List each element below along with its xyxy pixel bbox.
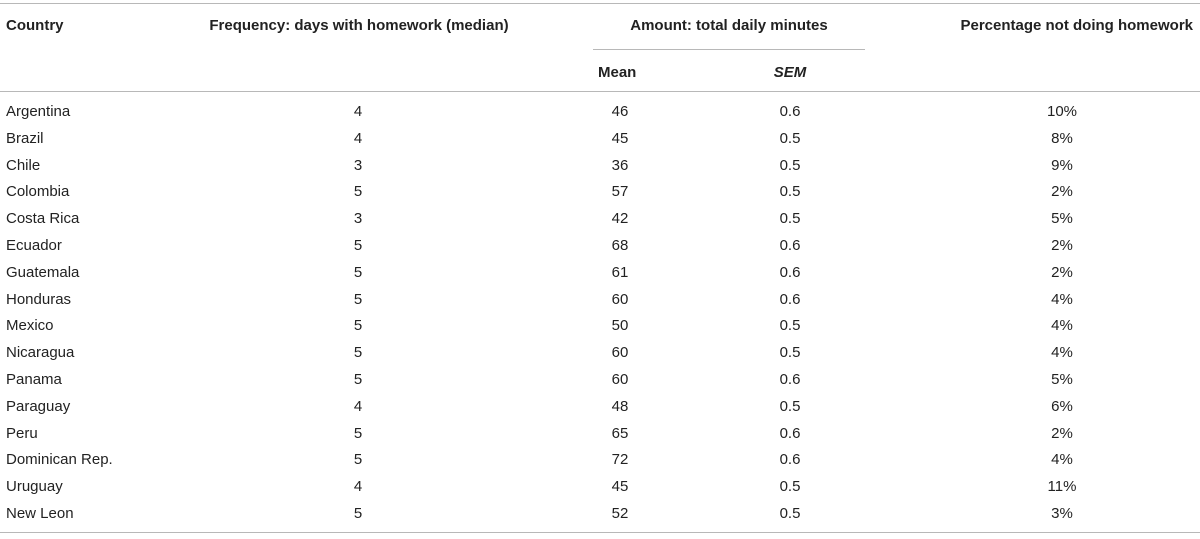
cell-country: Peru <box>6 424 38 442</box>
cell-mean: 60 <box>611 370 629 388</box>
cell-sem: 0.5 <box>779 183 801 201</box>
cell-sem: 0.6 <box>779 290 801 308</box>
cell-sem: 0.6 <box>779 263 801 281</box>
cell-sem: 0.5 <box>779 156 801 174</box>
cell-sem: 0.6 <box>779 236 801 254</box>
cell-frequency: 5 <box>353 370 363 388</box>
table-row <box>0 99 1200 126</box>
cell-mean: 57 <box>611 183 629 201</box>
cell-frequency: 3 <box>353 210 363 228</box>
table-row <box>0 447 1200 474</box>
cell-frequency: 5 <box>353 317 363 335</box>
table-row <box>0 421 1200 448</box>
table-row <box>0 340 1200 367</box>
cell-sem: 0.6 <box>779 424 801 442</box>
cell-mean: 52 <box>611 504 629 522</box>
table-row <box>0 206 1200 233</box>
cell-country: Colombia <box>6 183 70 201</box>
cell-country: Paraguay <box>6 397 71 415</box>
cell-frequency: 5 <box>353 504 363 522</box>
cell-mean: 45 <box>611 478 629 496</box>
table-row <box>0 287 1200 314</box>
cell-percentage: 5% <box>1051 210 1073 228</box>
cell-percentage: 4% <box>1051 290 1073 308</box>
cell-country: Panama <box>6 370 62 388</box>
cell-percentage: 4% <box>1051 344 1073 362</box>
cell-country: Dominican Rep. <box>6 451 113 469</box>
cell-percentage: 2% <box>1051 236 1073 254</box>
cell-mean: 68 <box>611 236 629 254</box>
cell-percentage: 3% <box>1051 504 1073 522</box>
header-mean: Mean <box>598 64 637 81</box>
table-row <box>0 260 1200 287</box>
cell-percentage: 2% <box>1051 263 1073 281</box>
cell-sem: 0.5 <box>779 210 801 228</box>
cell-sem: 0.6 <box>779 451 801 469</box>
cell-country: Guatemala <box>6 263 80 281</box>
amount-subheader-rule <box>593 49 865 50</box>
cell-country: Mexico <box>6 317 54 335</box>
cell-country: Costa Rica <box>6 210 80 228</box>
header-percentage: Percentage not doing homework <box>960 17 1193 34</box>
table-row <box>0 126 1200 153</box>
cell-sem: 0.5 <box>779 478 801 496</box>
header-amount: Amount: total daily minutes <box>630 17 828 34</box>
cell-country: Brazil <box>6 129 44 147</box>
cell-sem: 0.5 <box>779 344 801 362</box>
table-row <box>0 367 1200 394</box>
table-top-rule <box>0 3 1200 4</box>
cell-percentage: 4% <box>1051 451 1073 469</box>
cell-percentage: 6% <box>1051 397 1073 415</box>
cell-frequency: 5 <box>353 344 363 362</box>
table-row <box>0 233 1200 260</box>
cell-percentage: 4% <box>1051 317 1073 335</box>
header-bottom-rule <box>0 91 1200 92</box>
cell-frequency: 4 <box>353 397 363 415</box>
cell-percentage: 11% <box>1047 478 1077 496</box>
cell-percentage: 10% <box>1046 103 1078 120</box>
table-row <box>0 313 1200 340</box>
cell-mean: 42 <box>611 210 629 228</box>
cell-frequency: 3 <box>353 156 363 174</box>
table-bottom-rule <box>0 532 1200 533</box>
table-body <box>0 99 1200 528</box>
cell-percentage: 9% <box>1051 156 1073 174</box>
cell-country: Honduras <box>6 290 72 308</box>
table-row <box>0 153 1200 180</box>
header-country: Country <box>6 17 64 34</box>
cell-mean: 72 <box>611 451 629 469</box>
cell-frequency: 5 <box>353 451 363 469</box>
cell-mean: 65 <box>611 424 629 442</box>
cell-sem: 0.6 <box>779 103 801 120</box>
cell-country: Nicaragua <box>6 344 75 362</box>
table-row <box>0 474 1200 501</box>
header-sem: SEM <box>773 64 807 81</box>
cell-country: Argentina <box>6 103 71 120</box>
cell-mean: 48 <box>611 397 629 415</box>
cell-percentage: 8% <box>1051 129 1073 147</box>
cell-sem: 0.5 <box>779 129 801 147</box>
cell-frequency: 5 <box>353 424 363 442</box>
cell-frequency: 5 <box>353 290 363 308</box>
cell-frequency: 4 <box>353 129 363 147</box>
cell-mean: 60 <box>611 344 629 362</box>
cell-frequency: 4 <box>353 478 363 496</box>
table-row <box>0 501 1200 528</box>
cell-sem: 0.5 <box>779 397 801 415</box>
cell-frequency: 5 <box>353 183 363 201</box>
cell-mean: 46 <box>611 103 629 120</box>
table-row <box>0 179 1200 206</box>
cell-mean: 45 <box>611 129 629 147</box>
cell-frequency: 5 <box>353 236 363 254</box>
header-frequency: Frequency: days with homework (median) <box>209 17 509 34</box>
cell-sem: 0.5 <box>779 317 801 335</box>
cell-mean: 60 <box>611 290 629 308</box>
cell-sem: 0.6 <box>779 370 801 388</box>
cell-mean: 61 <box>611 263 629 281</box>
cell-country: Ecuador <box>6 236 62 254</box>
cell-percentage: 2% <box>1051 183 1073 201</box>
cell-percentage: 2% <box>1051 424 1073 442</box>
cell-country: New Leon <box>6 504 74 522</box>
table-row <box>0 394 1200 421</box>
cell-mean: 50 <box>611 317 629 335</box>
cell-mean: 36 <box>611 156 629 174</box>
cell-sem: 0.5 <box>779 504 801 522</box>
cell-frequency: 5 <box>353 263 363 281</box>
cell-frequency: 4 <box>353 103 363 120</box>
cell-country: Uruguay <box>6 478 63 496</box>
cell-country: Chile <box>6 156 41 174</box>
cell-percentage: 5% <box>1051 370 1073 388</box>
